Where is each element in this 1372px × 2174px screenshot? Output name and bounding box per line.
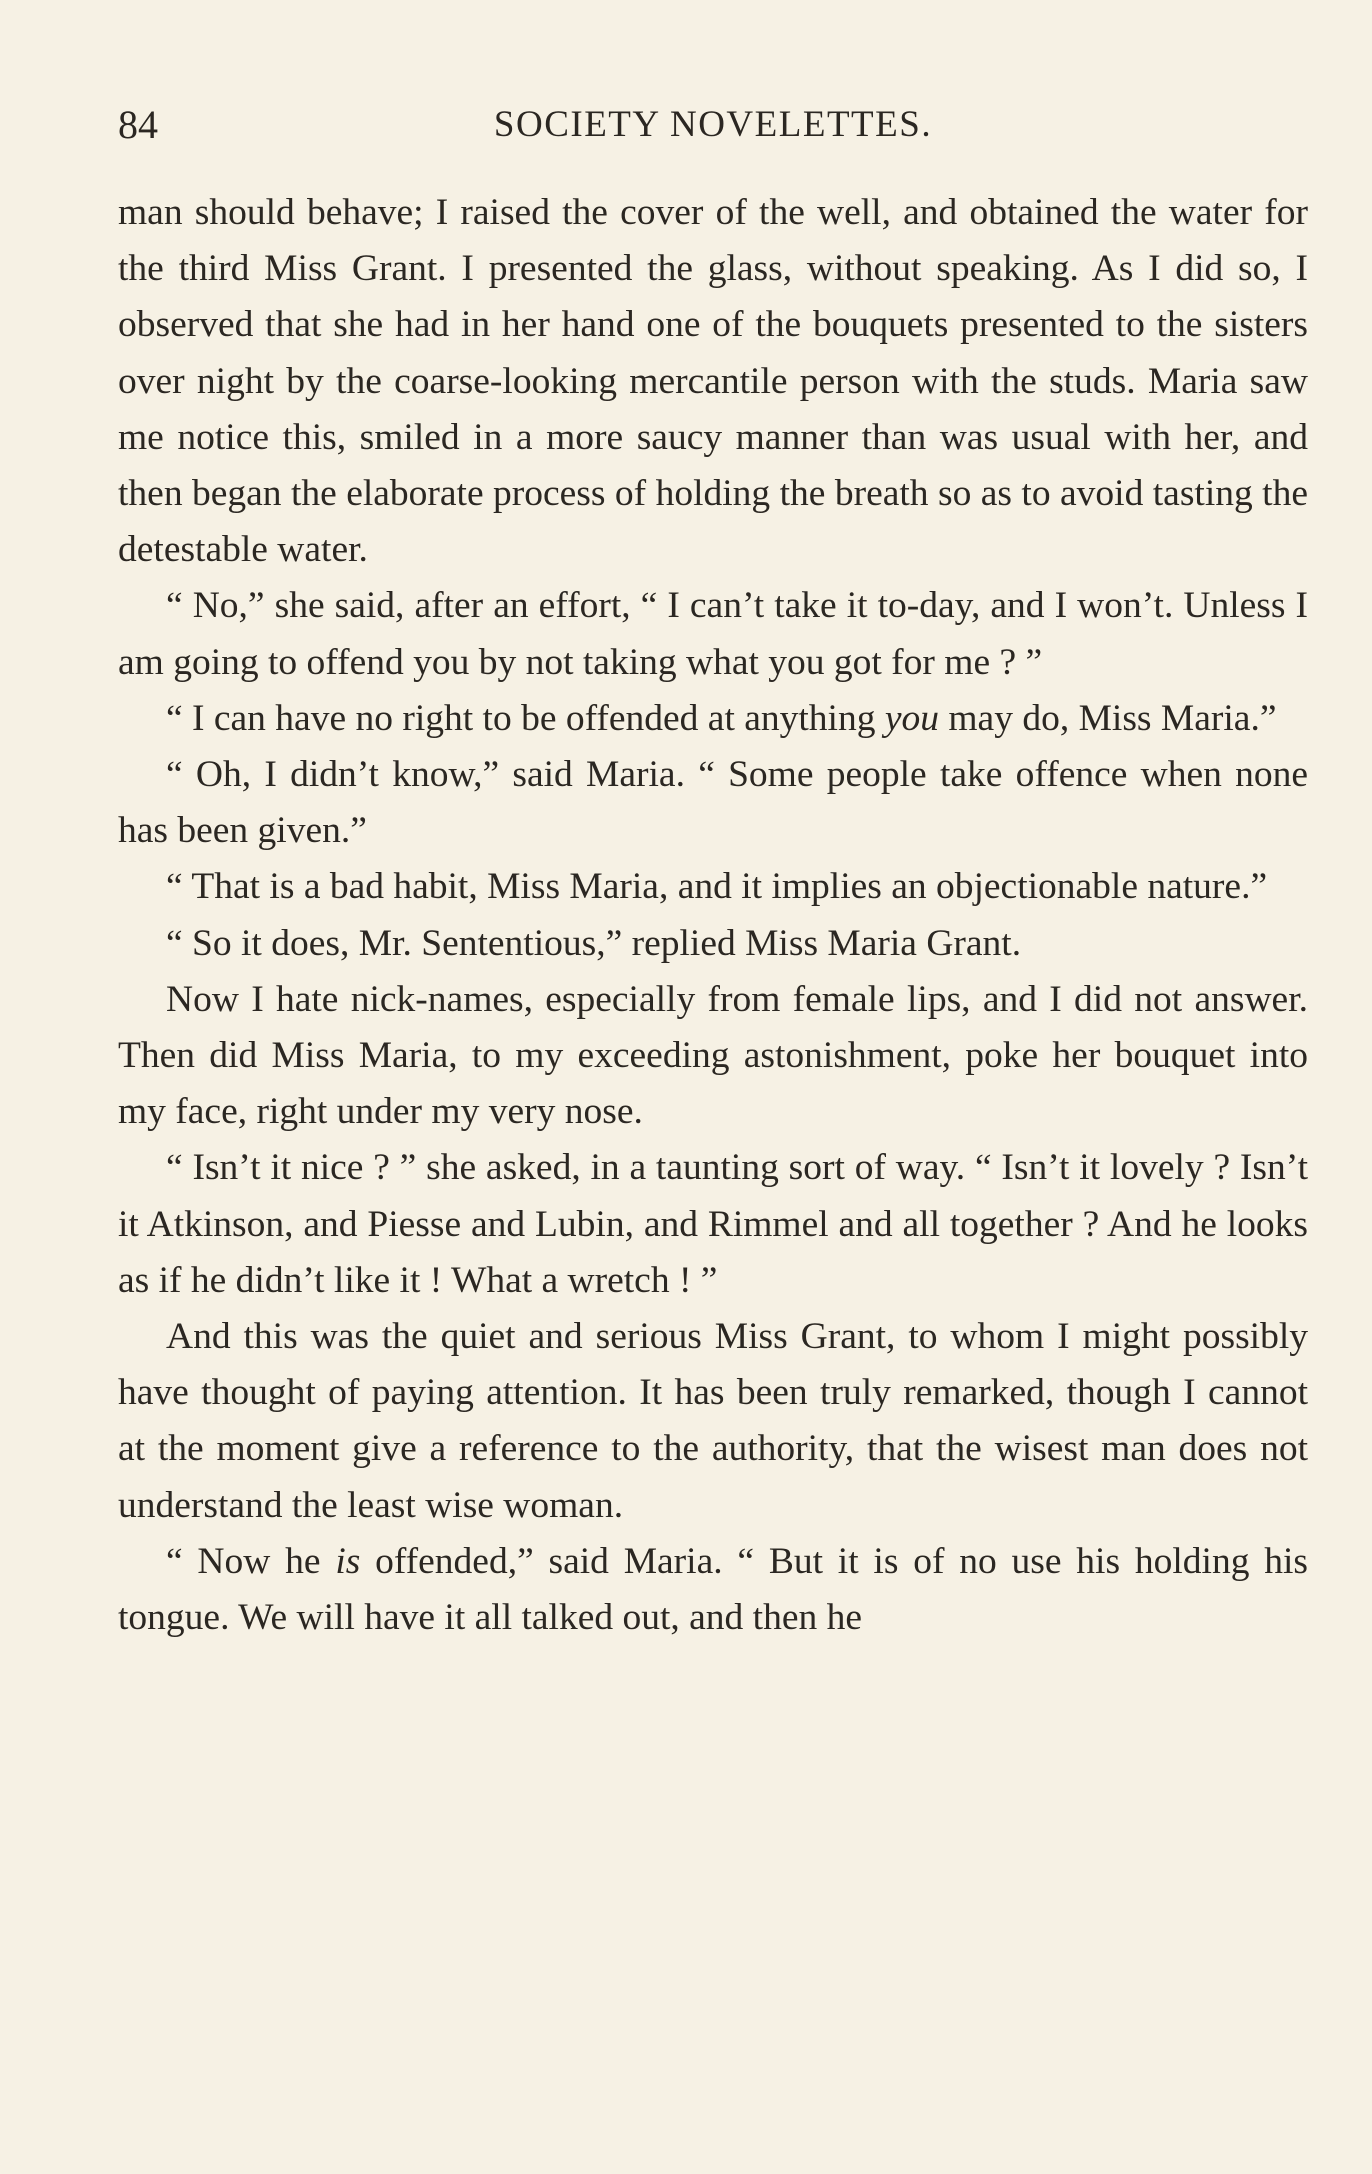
- paragraph-5: “ That is a bad habit, Miss Maria, and it implies an objectionable nature.”: [166, 866, 1268, 908]
- paragraph-1: man should behave; I raised the cover of the well, and obtained the water for the third Miss Grant. I presented the glass, without speaking. As I did so, I observed that she had in her hand one of the bouquets presented to the sisters over night by the coarse-looking mercantile person with the studs. Maria saw me notice this, smiled in a more saucy manner than was usual with her, and then began the elaborate process of holding the breath so as to avoid tasting the detestable water.: [118, 192, 1308, 571]
- paragraph-9: And this was the quiet and serious Miss Grant, to whom I might possibly have thought of paying attention. It has been truly remarked, though I cannot at the moment give a reference to the authority, that the wisest man does not understand the least wise woman.: [118, 1316, 1308, 1526]
- body-text: [118, 185, 1308, 1646]
- running-head: [118, 100, 1308, 160]
- paragraph-7: Now I hate nick-names, especially from female lips, and I did not answer. Then did Miss Maria, to my exceeding astonishment, poke her bouquet into my face, right under my very nose.: [118, 978, 1308, 1133]
- paragraph-10-text-end: offended,” said Maria. “ But it is of no use his holding his tongue. We will have it all talked out, and then he: [118, 1540, 1308, 1639]
- paragraph-3: [118, 691, 1308, 747]
- paragraph-3-text-end: may do, Miss Maria.”: [939, 697, 1277, 739]
- paragraph-10: [118, 1534, 1308, 1646]
- paragraph-3-text-start: “ I can have no right to be offended at anything: [166, 697, 885, 739]
- paragraph-2: “ No,” she said, after an effort, “ I can’t take it to-day, and I won’t. Unless I am going to offend you by not taking what you got for me ? ”: [118, 585, 1308, 683]
- paragraph-4: “ Oh, I didn’t know,” said Maria. “ Some people take offence when none has been given.”: [118, 754, 1308, 852]
- running-title: SOCIETY NOVELETTES.: [493, 104, 933, 145]
- paragraph-6: “ So it does, Mr. Sententious,” replied Miss Maria Grant.: [166, 922, 1022, 964]
- page-number: 84: [118, 102, 158, 147]
- paragraph-10-text-start: “ Now he: [166, 1540, 336, 1582]
- emphasis-is: is: [335, 1540, 361, 1582]
- emphasis-you: you: [884, 697, 940, 739]
- paragraph-8: “ Isn’t it nice ? ” she asked, in a taunting sort of way. “ Isn’t it lovely ? Isn’t it Atkinson, and Piesse and Lubin, and Rimmel and all together ? And he looks as if he didn’t like it ! What a wretch ! ”: [118, 1147, 1308, 1301]
